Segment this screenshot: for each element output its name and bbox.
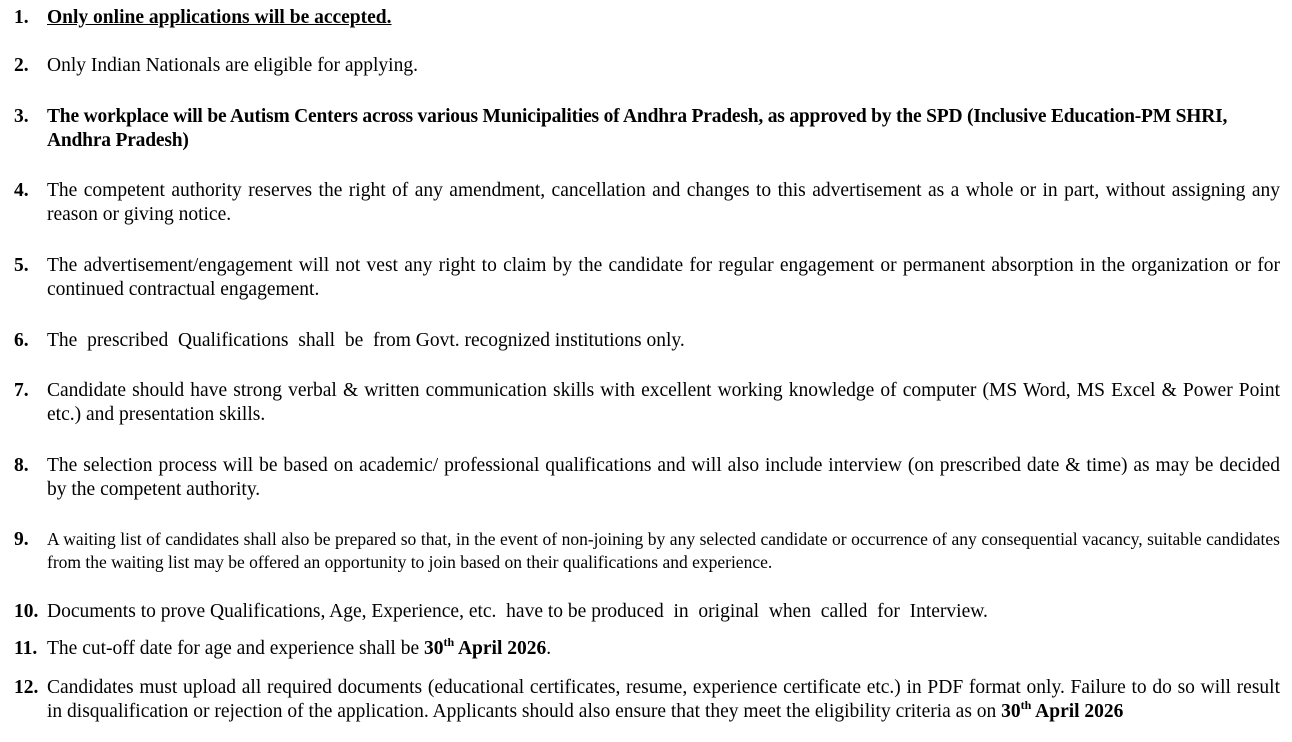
item-text <box>47 637 1280 661</box>
item-number: 4. <box>14 180 29 201</box>
item-number: 1. <box>14 7 29 28</box>
item-text: Only Indian Nationals are eligible for applying. <box>47 55 418 76</box>
cutoff-text: The cut-off date for age and experience shall be <box>47 638 424 659</box>
item-text: A waiting list of candidates shall also be prepared so that, in the event of non-joining by any selected candidate or occurrence of any consequential vacancy, suitable candidates from the waiting list may be offered an opportunity to join based on their qualifications and experience. <box>47 529 1280 572</box>
item-text: The selection process will be based on academic/ professional qualifications and will also include interview (on prescribed date & time) as may be decided by the competent authority. <box>47 455 1280 500</box>
cutoff-date <box>424 635 547 659</box>
eligibility-month-year: April 2026 <box>1031 701 1124 722</box>
item-text: Only online applications will be accepted. <box>47 7 392 28</box>
item-text: The advertisement/engagement will not vest any right to claim by the candidate for regular engagement or permanent absorption in the organization or for continued contractual engagement. <box>47 255 1280 300</box>
item-number: 9. <box>14 529 29 550</box>
item-text: The prescribed Qualifications shall be from Govt. recognized institutions only. <box>47 330 685 351</box>
eligibility-day-suffix: th <box>1020 698 1032 712</box>
item-number: 7. <box>14 380 29 401</box>
item-number: 6. <box>14 330 29 351</box>
item-text <box>47 676 1280 724</box>
item-number: 12. <box>14 677 39 698</box>
upload-text: Candidates must upload all required documents (educational certificates, resume, experience certificate etc.) in PDF format only. Failure to do so will result in disqualification or rejection of the application. Applicants should also ensure that they meet the eligibility criteria as on <box>47 677 1280 722</box>
eligibility-date <box>1001 698 1124 722</box>
cutoff-month-year: April 2026 <box>454 638 547 659</box>
eligibility-day: 30 <box>1001 701 1021 722</box>
cutoff-day: 30 <box>424 638 444 659</box>
item-text: Candidate should have strong verbal & written communication skills with excellent working knowledge of computer (MS Word, MS Excel & Power Point etc.) and presentation skills. <box>47 380 1280 425</box>
item-number: 11. <box>14 638 38 659</box>
cutoff-period: . <box>546 638 552 659</box>
item-text: Documents to prove Qualifications, Age, Experience, etc. have to be produced in original when called for Interview. <box>47 601 988 622</box>
item-number: 8. <box>14 455 29 476</box>
item-text: The competent authority reserves the right of any amendment, cancellation and changes to this advertisement as a whole or in part, without assigning any reason or giving notice. <box>47 180 1280 225</box>
item-number: 2. <box>14 55 29 76</box>
item-number: 5. <box>14 255 29 276</box>
item-number: 10. <box>14 601 39 622</box>
item-text: The workplace will be Autism Centers across various Municipalities of Andhra Pradesh, as approved by the SPD (Inclusive Education-PM SHRI, Andhra Pradesh) <box>47 106 1228 151</box>
cutoff-day-suffix: th <box>443 635 455 649</box>
item-number: 3. <box>14 106 29 127</box>
